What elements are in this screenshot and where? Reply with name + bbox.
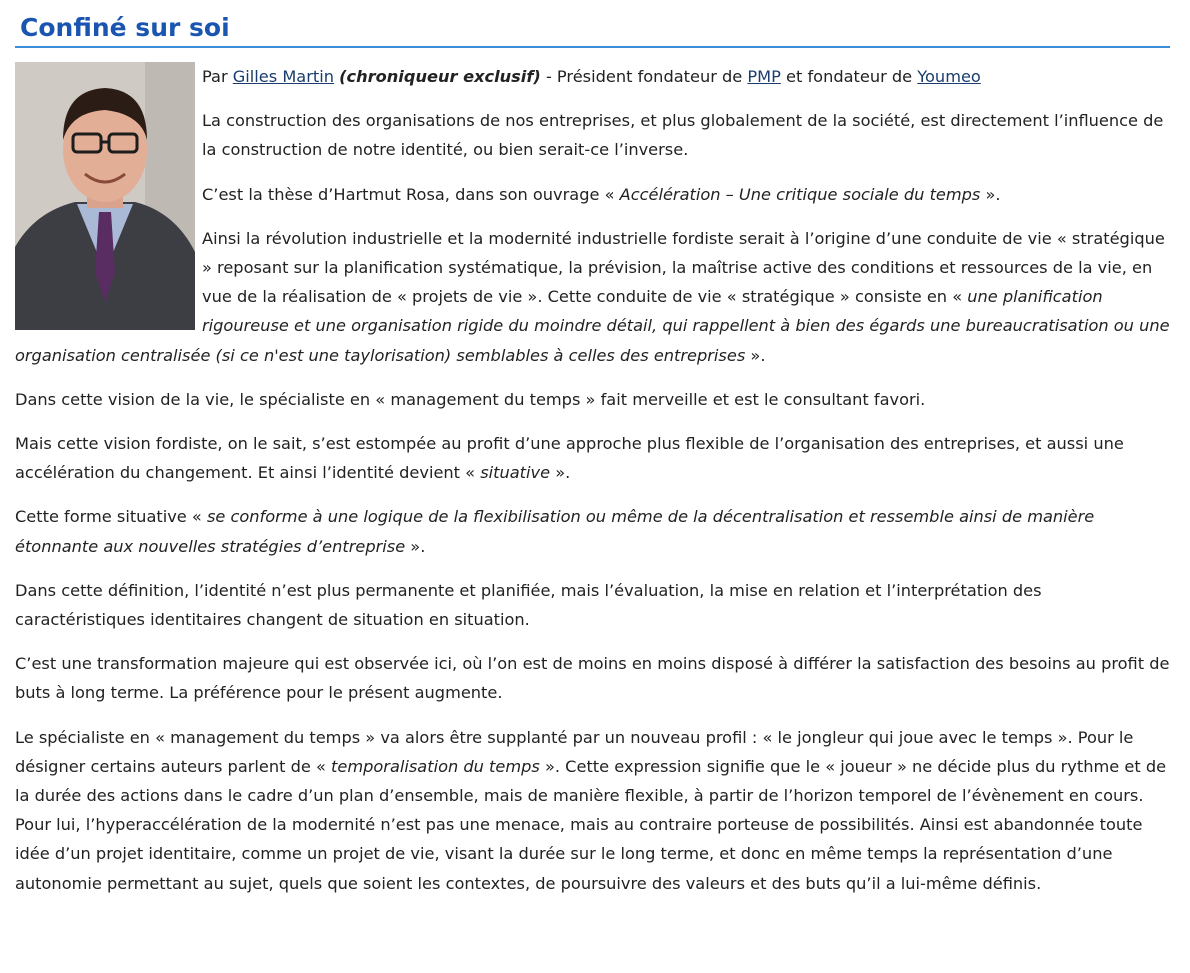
paragraph-6 [15, 502, 1170, 560]
paragraph-9-end: ». Cette expression signifie que le « joueur » ne décide plus du rythme et de la durée des actions dans le cadre d’un plan d’ensemble, mais de manière flexible, à partir de l’horizon temporel de l’évènement en cours. Pour lui, l’hyperaccélération de la modernité n’est pas une menace, mais au contraire porteuse de possibilités. Ainsi est abandonnée toute idée d’un projet identitaire, comme un projet de vie, visant la durée sur le long terme, et donc en même temps la représentation d’une autonomie permettant au sujet, quels que soient les contextes, de poursuivre des valeurs et des buts qu’il a lui-même définis. [15, 756, 1167, 893]
paragraph-7: Dans cette définition, l’identité n’est plus permanente et planifiée, mais l’évaluation, la mise en relation et l’interprétation des caractéristiques identitaires changent de situation en situation. [15, 580, 1042, 630]
paragraph-4: Dans cette vision de la vie, le spécialiste en « management du temps » fait merveille et est le consultant favori. [15, 389, 926, 409]
paragraph-9-quote: temporalisation du temps [331, 756, 540, 776]
paragraph-5-quote: situative [480, 463, 551, 483]
paragraph-2-end: ». [980, 184, 1001, 204]
paragraph-8: C’est une transformation majeure qui est observée ici, où l’on est de moins en moins disposé à différer la satisfaction des besoins au profit de buts à long terme. La préférence pour le présent augmente. [15, 654, 1170, 703]
paragraph-9 [15, 723, 1170, 898]
paragraph-6-end: ». [405, 536, 426, 556]
paragraph-6-quote: se conforme à une logique de la flexibilisation ou même de la décentralisation et ressemble ainsi de manière étonnante aux nouvelles stratégies d’entreprise [15, 507, 1095, 556]
book-title: Accélération – Une critique sociale du temps [619, 184, 981, 204]
paragraph-5 [15, 429, 1170, 487]
paragraph-6-text: Cette forme situative « [15, 507, 207, 527]
company-link-pmp[interactable]: PMP [747, 67, 781, 86]
paragraph-9-text: Le spécialiste en « management du temps » va alors être supplanté par un nouveau profil : « le jongleur qui joue avec le temps ». Pour le désigner certains auteurs parlent de « [15, 727, 1134, 776]
author-portrait-icon [15, 62, 195, 330]
author-role: (chroniqueur exclusif) [339, 67, 541, 86]
article-body [0, 62, 1190, 898]
byline-mid2: et fondateur de [780, 67, 918, 86]
paragraph-5-text: Mais cette vision fordiste, on le sait, s’est estompée au profit d’une approche plus flexible de l’organisation des entreprises, et aussi une accélération du changement. Et ainsi l’identité devient « [15, 434, 1124, 483]
author-photo [15, 62, 195, 330]
paragraph-3-end: ». [745, 345, 766, 365]
byline-mid: - Président fondateur de [540, 67, 748, 86]
page-title: Confiné sur soi [20, 13, 230, 42]
company-link-youmeo[interactable]: Youmeo [917, 67, 981, 86]
paragraph-3-text: Ainsi la révolution industrielle et la modernité industrielle fordiste serait à l’origine d’une conduite de vie « stratégique » reposant sur la planification systématique, la prévision, la maîtrise active des conditions et ressources de la vie, en vue de la réalisation de « projets de vie ». Cette conduite de vie « stratégique » consiste en « [202, 228, 1165, 307]
byline-prefix: Par [202, 67, 233, 86]
paragraph-3-quote: une planification rigoureuse et une organisation rigide du moindre détail, qui rappellent à bien des égards une bureaucratisation ou une organisation centralisée (si ce n'est une taylorisation) semblables à celles des entreprises [15, 287, 1170, 365]
author-link[interactable]: Gilles Martin [232, 67, 334, 86]
title-bar [15, 10, 1170, 48]
paragraph-2-text: C’est la thèse d’Hartmut Rosa, dans son ouvrage « [202, 184, 620, 204]
paragraph-1: La construction des organisations de nos entreprises, et plus globalement de la société, est directement l’influence de la construction de notre identité, ou bien serait-ce l’inverse. [202, 111, 1164, 160]
paragraph-5-end: ». [550, 463, 571, 483]
